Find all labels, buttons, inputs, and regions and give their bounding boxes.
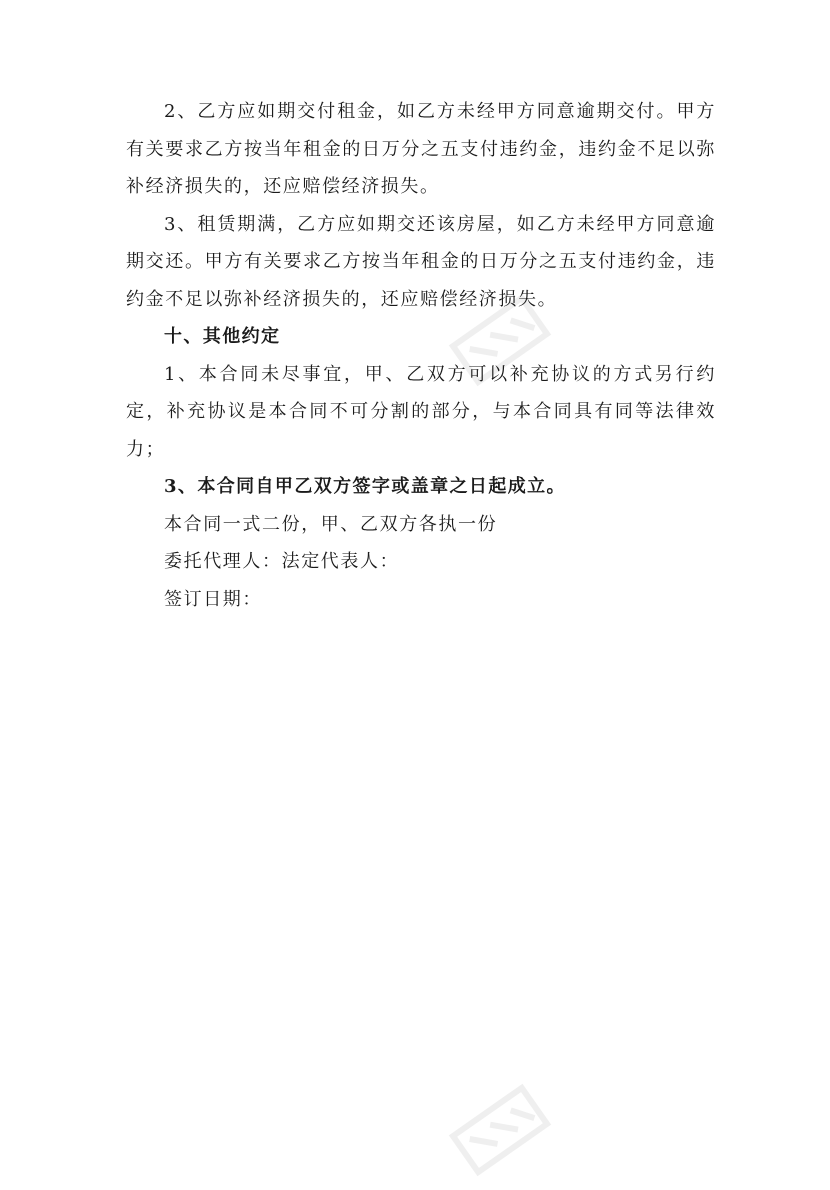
clause-paragraph-bold: 3、本合同自甲乙双方签字或盖章之日起成立。 bbox=[164, 476, 566, 497]
document-body bbox=[126, 93, 716, 618]
copies-statement: 本合同一式二份，甲、乙双方各执一份 bbox=[164, 513, 498, 535]
watermark-stamp-icon bbox=[440, 1070, 560, 1190]
signing-date-line: 签订日期： bbox=[164, 588, 262, 610]
clause-paragraph: 2、乙方应如期交付租金，如乙方未经甲方同意逾期交付。甲方有关要求乙方按当年租金的日万分之五支付违约金，违约金不足以弥补经济损失的，还应赔偿经济损失。 bbox=[126, 101, 716, 197]
signatory-line: 委托代理人：法定代表人： bbox=[164, 551, 400, 572]
clause-paragraph: 1、本合同未尽事宜，甲、乙双方可以补充协议的方式另行约定，补充协议是本合同不可分割的部分，与本合同具有同等法律效力； bbox=[126, 363, 716, 460]
clause-paragraph: 3、租赁期满，乙方应如期交还该房屋，如乙方未经甲方同意逾期交还。甲方有关要求乙方按当年租金的日万分之五支付违约金，违约金不足以弥补经济损失的，还应赔偿经济损失。 bbox=[126, 213, 716, 310]
section-heading: 十、其他约定 bbox=[164, 326, 281, 347]
